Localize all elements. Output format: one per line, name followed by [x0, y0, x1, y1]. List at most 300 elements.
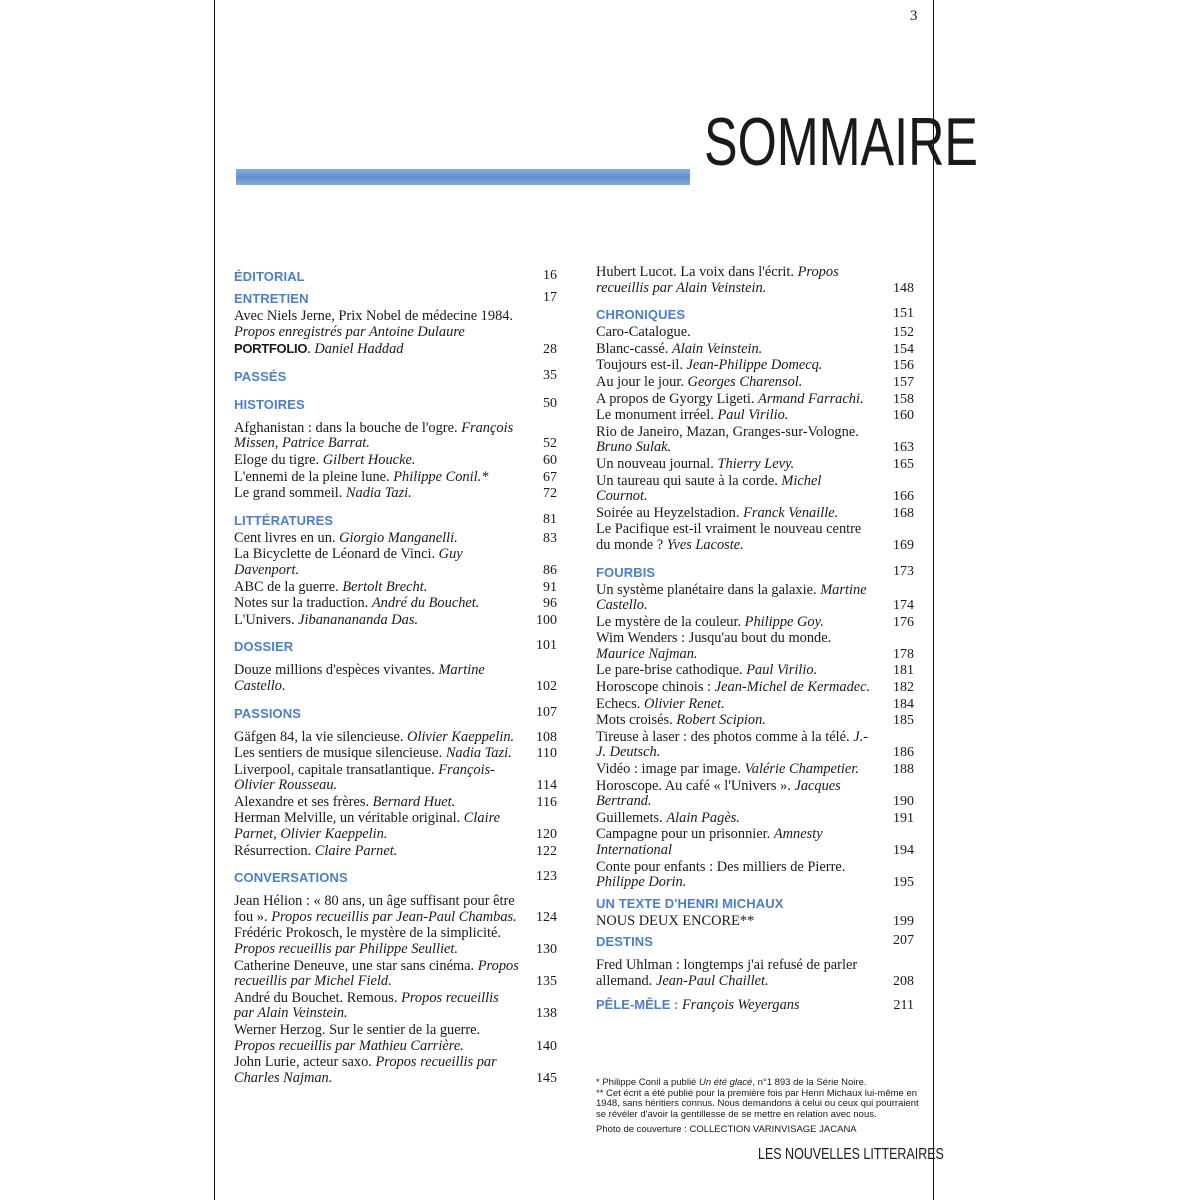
- toc-entry: [596, 408, 916, 424]
- toc-entry: [234, 746, 559, 762]
- spacer: [596, 554, 916, 560]
- toc-entry: [596, 615, 916, 631]
- entry-text: [596, 408, 876, 424]
- page-ref: 190: [893, 794, 914, 810]
- toc-section: [234, 290, 559, 308]
- toc-entry: [596, 827, 916, 858]
- entry-author: Yves Lacoste.: [666, 536, 744, 553]
- entry-title: Le grand sommeil.: [234, 485, 343, 502]
- entry-text: [234, 421, 519, 452]
- toc-entry: [234, 486, 559, 502]
- entry-author: Jean-Philippe Domecq.: [686, 357, 823, 374]
- entry-text: [596, 457, 876, 473]
- entry-title: Horoscope chinois :: [596, 679, 712, 696]
- entry-title: Cent livres en un.: [234, 529, 336, 546]
- entry-author: Nadia Tazi.: [345, 485, 412, 502]
- page-ref: 16: [543, 268, 557, 283]
- entry-text: [234, 1055, 519, 1086]
- entry-title: ABC de la guerre.: [234, 578, 339, 595]
- toc-entry: [596, 713, 916, 729]
- entry-title: Vidéo : image par image.: [596, 761, 741, 778]
- entry-text: [234, 811, 519, 842]
- spacer: [596, 990, 916, 996]
- entry-title: Mots croisés.: [596, 712, 673, 729]
- toc-section: [234, 705, 559, 723]
- toc-entry: [234, 763, 559, 794]
- entry-text: [596, 358, 876, 374]
- page-ref: 116: [536, 794, 557, 810]
- entry-title: Wim Wenders : Jusqu'au bout du monde.: [596, 630, 832, 647]
- page-ref: 110: [536, 746, 557, 762]
- page-ref: 163: [893, 440, 914, 456]
- entry-author: Gilbert Houcke.: [322, 451, 416, 468]
- toc-entry: [234, 811, 559, 842]
- entry-author: Propos recueillis par Mathieu Carrière.: [234, 1037, 464, 1054]
- spacer: [234, 695, 559, 701]
- entry-author: Philippe Goy.: [744, 613, 824, 630]
- entry-text: [234, 894, 519, 925]
- entry-title: Frédéric Prokosch, le mystère de la simplicité.: [234, 925, 501, 942]
- toc-entry: [234, 730, 559, 746]
- entry-title: Résurrection.: [234, 842, 312, 859]
- toc-section: [596, 895, 916, 913]
- entry-author: Propos recueillis par Alain Veinstein.: [596, 264, 839, 296]
- page-ref: 195: [893, 875, 914, 891]
- entry-title: Un taureau qui saute à la corde.: [596, 472, 778, 489]
- entry-text: [234, 991, 519, 1022]
- entry-title: Au jour le jour.: [596, 373, 684, 390]
- section-heading: DESTINS: [596, 934, 654, 950]
- entry-text: [234, 531, 519, 547]
- entry-title: John Lurie, acteur saxo.: [234, 1054, 372, 1071]
- toc-entry: [596, 474, 916, 505]
- entry-title: Caro-Catalogue.: [596, 324, 691, 341]
- toc-section: [234, 869, 559, 887]
- toc-entry: [596, 631, 916, 662]
- entry-title: Le pare-brise cathodique.: [596, 662, 743, 679]
- toc-section: [234, 268, 559, 286]
- entry-text: [596, 392, 876, 408]
- page-ref: 211: [893, 997, 914, 1013]
- entry-text: [596, 762, 876, 778]
- entry-title: Herman Melville, un véritable original.: [234, 810, 461, 827]
- footnote-title: Un été glacé: [698, 1077, 753, 1088]
- page-ref: 169: [893, 537, 914, 553]
- page-ref: 83: [543, 530, 557, 546]
- entry-author: Thierry Levy.: [717, 455, 795, 472]
- entry-title: Hubert Lucot. La voix dans l'écrit.: [596, 264, 795, 280]
- entry-title: Eloge du tigre.: [234, 451, 320, 468]
- toc-entry: [234, 663, 559, 694]
- toc-entry: [234, 421, 559, 452]
- toc-entry: [596, 958, 916, 989]
- entry-title: Afghanistan : dans la bouche de l'ogre.: [234, 419, 458, 436]
- toc-entry: [234, 926, 559, 957]
- toc-section: [234, 638, 559, 656]
- page-ref: 123: [536, 869, 557, 885]
- entry-author: J.-J. Deutsch.: [596, 728, 869, 761]
- page-ref: 168: [893, 505, 914, 521]
- entry-title: Jean Hélion : « 80 ans, un âge suffisant pour être fou ».: [234, 893, 515, 925]
- entry-author: Amnesty International: [596, 826, 823, 858]
- entry-author: Philippe Dorin.: [596, 874, 687, 891]
- footnotes: [596, 1078, 921, 1120]
- entry-title: Alexandre et ses frères.: [234, 793, 370, 810]
- entry-author: Martine Castello.: [596, 581, 867, 614]
- entry-text: [596, 827, 876, 858]
- entry-author: Jibananananda Das.: [298, 611, 419, 628]
- entry-text: [234, 959, 519, 990]
- toc-entry: [596, 522, 916, 553]
- entry-text: [596, 506, 876, 522]
- toc-entry: [596, 680, 916, 696]
- page-ref: 188: [893, 762, 914, 778]
- entry-author: Georges Charensol.: [687, 373, 803, 390]
- toc-entry: [234, 795, 559, 811]
- entry-title: Horoscope. Au café « l'Univers ».: [596, 777, 791, 794]
- spacer: [234, 386, 559, 392]
- footnote: ** Cet écrit a été publié pour la première fois par Henri Michaux lui-même en 1948, sans héritiers connus. Nous demandons à celui ou ceux qui pourraient se révéler d'avoir la gentillesse de se mettre en relation avec nous.: [596, 1087, 919, 1120]
- entry-author: Franck Venaille.: [743, 504, 839, 521]
- spacer: [234, 859, 559, 865]
- entry-title: Blanc-cassé.: [596, 340, 669, 357]
- toc-section: [234, 512, 559, 530]
- page-ref: 184: [893, 696, 914, 712]
- entry-title: A propos de Gyorgy Ligeti.: [596, 390, 755, 407]
- page-ref: 178: [893, 646, 914, 662]
- entry-text: [596, 375, 876, 391]
- toc-entry: [234, 341, 559, 358]
- entry-author: Armand Farrachi.: [758, 390, 864, 407]
- page-ref: 91: [543, 579, 557, 595]
- page-ref: 160: [893, 408, 914, 424]
- entry-author: Olivier Kaeppelin.: [407, 728, 515, 745]
- entry-author: Martine Castello.: [234, 662, 485, 694]
- entry-text: [596, 663, 876, 679]
- page-ref: 145: [536, 1070, 557, 1086]
- entry-text: [596, 325, 876, 341]
- entry-title: NOUS DEUX ENCORE**: [596, 912, 755, 929]
- entry-text: [596, 811, 876, 827]
- entry-title: Fred Uhlman : longtemps j'ai refusé de parler allemand.: [596, 957, 858, 989]
- spacer: [234, 358, 559, 364]
- toc-section: [234, 368, 559, 386]
- entry-author: Bertolt Brecht.: [342, 578, 428, 595]
- section-heading: PASSIONS: [234, 705, 302, 721]
- spacer: [234, 502, 559, 508]
- entry-author: Olivier Renet.: [643, 695, 725, 712]
- entry-title: Toujours est-il.: [596, 357, 683, 374]
- toc-entry: [234, 596, 559, 612]
- entry-author: Propos enregistrés par Antoine Dulaure: [234, 323, 465, 340]
- entry-author: Maurice Najman.: [596, 645, 698, 662]
- page-ref: 165: [893, 456, 914, 472]
- page-ref: 166: [893, 489, 914, 505]
- entry-text: [234, 580, 519, 596]
- entry-title: Le monument irréel.: [596, 407, 714, 424]
- entry-text: [596, 680, 876, 696]
- toc-entry: [234, 470, 559, 486]
- toc-entry: [596, 860, 916, 891]
- entry-text: [234, 470, 519, 486]
- entry-title: Campagne pour un prisonnier.: [596, 826, 771, 843]
- page-ref: 35: [543, 367, 557, 383]
- entry-text: [234, 341, 519, 358]
- toc-entry: [234, 453, 559, 469]
- entry-author: Bernard Huet.: [372, 793, 456, 810]
- toc-entry: [596, 506, 916, 522]
- entry-text: [234, 613, 519, 629]
- entry-text: [234, 730, 519, 746]
- entry-author: Claire Parnet.: [314, 842, 398, 859]
- toc-section: [234, 396, 559, 414]
- toc-left-column: [234, 264, 559, 1086]
- page-ref: 158: [893, 391, 914, 407]
- toc-entry: [596, 663, 916, 679]
- entry-title: Rio de Janeiro, Mazan, Granges-sur-Vologne.: [596, 423, 859, 440]
- entry-text: [596, 914, 876, 930]
- page-ref: 176: [893, 614, 914, 630]
- toc-entry: [596, 358, 916, 374]
- entry-title: La Bicyclette de Léonard de Vinci.: [234, 546, 436, 563]
- entry-text: [596, 615, 876, 631]
- toc-section: [596, 306, 916, 324]
- entry-text: [596, 425, 876, 456]
- entry-text: [234, 486, 519, 502]
- page-ref: 52: [543, 436, 557, 452]
- entry-title: Les sentiers de musique silencieuse.: [234, 745, 443, 762]
- section-heading: CONVERSATIONS: [234, 870, 348, 886]
- entry-author: Nadia Tazi.: [445, 745, 512, 762]
- entry-title: L'ennemi de la pleine lune.: [234, 468, 390, 485]
- section-heading: HISTOIRES: [234, 396, 305, 412]
- toc-entry: [596, 425, 916, 456]
- entry-title: Echecs.: [596, 695, 641, 712]
- page-ref: 50: [543, 395, 557, 411]
- page-ref: 181: [893, 663, 914, 679]
- entry-author: Paul Virilio.: [746, 662, 818, 679]
- section-heading: ENTRETIEN: [234, 291, 309, 306]
- entry-author: Philippe Conil.*: [393, 468, 489, 485]
- page-ref: 199: [893, 913, 914, 929]
- toc-section: [596, 564, 916, 582]
- entry-title: Liverpool, capitale transatlantique.: [234, 761, 435, 778]
- page-ref: 130: [536, 942, 557, 958]
- entry-author: Bruno Sulak.: [596, 439, 672, 456]
- entry-text: [234, 453, 519, 469]
- entry-author: Propos recueillis par Michel Field.: [234, 957, 519, 990]
- entry-author: François Weyergans: [681, 996, 800, 1013]
- toc-entry: [596, 697, 916, 713]
- page-ref: 96: [543, 596, 557, 612]
- page-ref: 156: [893, 358, 914, 374]
- entry-text: [234, 795, 519, 811]
- entry-title: Guillemets.: [596, 809, 663, 826]
- page-ref: 124: [536, 909, 557, 925]
- entry-title: .: [307, 341, 311, 358]
- footnote: * Philippe Conil a publié Un été glacé, n°1 893 de la Série Noire.: [596, 1077, 867, 1088]
- entry-title: Avec Niels Jerne, Prix Nobel de médecine 1984.: [234, 308, 514, 324]
- entry-text: [596, 860, 876, 891]
- entry-text: [596, 342, 876, 358]
- toc-entry: [596, 325, 916, 341]
- entry-author: François-Olivier Rousseau.: [234, 761, 495, 794]
- page-ref: 108: [536, 729, 557, 745]
- entry-text: [596, 697, 876, 713]
- page-ref: 191: [893, 810, 914, 826]
- toc-entry: [234, 894, 559, 925]
- page-ref: 67: [543, 469, 557, 485]
- entry-author: Daniel Haddad: [314, 341, 404, 358]
- pele-mele-heading: PÊLE-MÊLE :: [596, 996, 679, 1012]
- entry-text: [596, 474, 876, 505]
- toc-entry: [596, 265, 916, 296]
- page-ref: 28: [543, 342, 557, 358]
- page-ref: 157: [893, 374, 914, 390]
- page-ref: 154: [893, 341, 914, 357]
- toc-entry: [234, 844, 559, 860]
- spacer: [596, 296, 916, 302]
- page-ref: 182: [893, 680, 914, 696]
- entry-author: Claire Parnet, Olivier Kaeppelin.: [234, 810, 501, 843]
- entry-title: Notes sur la traduction.: [234, 595, 369, 612]
- entry-author: Michel Cournot.: [596, 472, 822, 505]
- page-ref: 86: [543, 562, 557, 578]
- entry-title: Gäfgen 84, la vie silencieuse.: [234, 728, 404, 745]
- entry-text: [234, 763, 519, 794]
- page-ref: 120: [536, 827, 557, 843]
- entry-text: [596, 713, 876, 729]
- page-ref: 60: [543, 452, 557, 468]
- toc-entry: [596, 997, 916, 1014]
- toc-entry: [234, 1023, 559, 1054]
- entry-author: André du Bouchet.: [371, 595, 480, 612]
- entry-author: Jean-Michel de Kermadec.: [714, 679, 871, 696]
- entry-text: [234, 309, 519, 340]
- toc-entry: [234, 547, 559, 578]
- section-heading: DOSSIER: [234, 639, 294, 655]
- page-ref: 17: [543, 290, 557, 305]
- entry-title: Un système planétaire dans la galaxie.: [596, 581, 817, 598]
- toc-right-column: [596, 264, 916, 1013]
- entry-author: Paul Virilio.: [717, 407, 789, 424]
- entry-text: [234, 547, 519, 578]
- entry-title: L'Univers.: [234, 611, 295, 628]
- page-ref: 208: [893, 973, 914, 989]
- page-ref: 72: [543, 486, 557, 502]
- page-ref: 140: [536, 1038, 557, 1054]
- publication-footer: LES NOUVELLES LITTERAIRES: [758, 1146, 944, 1163]
- portfolio-label: PORTFOLIO: [234, 341, 308, 357]
- entry-author: Giorgio Manganelli.: [339, 529, 458, 546]
- toc-entry: [234, 991, 559, 1022]
- section-heading: UN TEXTE D'HENRI MICHAUX: [596, 895, 784, 911]
- title-banner: [236, 169, 690, 185]
- entry-title: Le mystère de la couleur.: [596, 613, 742, 630]
- entry-text: [596, 958, 876, 989]
- page-number: 3: [910, 8, 918, 24]
- page-ref: 138: [536, 1006, 557, 1022]
- entry-author: Jean-Paul Chaillet.: [655, 972, 769, 989]
- spacer: [234, 628, 559, 634]
- toc-entry: [596, 375, 916, 391]
- page-ref: 148: [893, 280, 914, 296]
- entry-text: [234, 663, 519, 694]
- toc-entry: [234, 531, 559, 547]
- page-ref: 107: [536, 704, 557, 720]
- page-ref: 152: [893, 325, 914, 341]
- toc-entry: [234, 613, 559, 629]
- page-ref: 185: [893, 713, 914, 729]
- entry-text: [596, 631, 876, 662]
- entry-author: Propos recueillis par Charles Najman.: [234, 1054, 497, 1086]
- entry-author: Propos recueillis par Philippe Seulliet.: [234, 941, 458, 958]
- page-ref: 114: [536, 778, 557, 794]
- page-ref: 102: [536, 678, 557, 694]
- page-title: SOMMAIRE: [704, 104, 978, 180]
- entry-title: Un nouveau journal.: [596, 455, 714, 472]
- entry-text: [234, 746, 519, 762]
- entry-title: André du Bouchet. Remous.: [234, 989, 398, 1006]
- entry-text: [596, 583, 876, 614]
- entry-author: Propos recueillis par Jean-Paul Chambas.: [271, 908, 517, 925]
- entry-text: [596, 522, 876, 553]
- entry-title: Soirée au Heyzelstadion.: [596, 504, 740, 521]
- toc-entry: [596, 583, 916, 614]
- toc-section: [596, 933, 916, 951]
- page-ref: 173: [893, 563, 914, 579]
- page-ref: 186: [893, 745, 914, 761]
- page-ref: 122: [536, 843, 557, 859]
- entry-author: Jacques Bertrand.: [596, 777, 841, 810]
- toc-entry: [596, 342, 916, 358]
- page-ref: 207: [893, 933, 914, 949]
- entry-author: Guy Davenport.: [234, 546, 463, 578]
- entry-title: Le Pacifique est-il vraiment le nouveau centre du monde ?: [596, 521, 862, 553]
- entry-text: [234, 926, 519, 957]
- page-ref: 100: [536, 612, 557, 628]
- toc-entry: [234, 309, 559, 340]
- entry-text: [596, 779, 876, 810]
- toc-entry: [596, 457, 916, 473]
- page-ref: 151: [893, 306, 914, 322]
- toc-entry: [596, 730, 916, 761]
- entry-title: Tireuse à laser : des photos comme à la télé.: [596, 728, 850, 745]
- photo-credit: Photo de couverture : COLLECTION VARINVISAGE JACANA: [596, 1124, 857, 1135]
- toc-entry: [596, 914, 916, 930]
- section-heading: PASSÉS: [234, 368, 287, 384]
- entry-text: [234, 844, 519, 860]
- section-heading: FOURBIS: [596, 564, 656, 580]
- entry-title: Werner Herzog. Sur le sentier de la guerre.: [234, 1022, 481, 1038]
- toc-entry: [596, 779, 916, 810]
- page-ref: 135: [536, 974, 557, 990]
- page-ref: 174: [893, 598, 914, 614]
- entry-author: Robert Scipion.: [676, 712, 766, 729]
- toc-entry: [596, 392, 916, 408]
- toc-entry: [234, 580, 559, 596]
- page-ref: 101: [536, 638, 557, 654]
- page-ref: 81: [543, 511, 557, 527]
- section-heading: CHRONIQUES: [596, 307, 686, 323]
- toc-entry: [596, 811, 916, 827]
- toc-entry: [234, 959, 559, 990]
- entry-text: [234, 596, 519, 612]
- entry-title: Douze millions d'espèces vivantes.: [234, 662, 435, 679]
- entry-author: Valérie Champetier.: [744, 761, 859, 778]
- entry-author: Alain Veinstein.: [671, 340, 763, 357]
- entry-text: [596, 265, 876, 296]
